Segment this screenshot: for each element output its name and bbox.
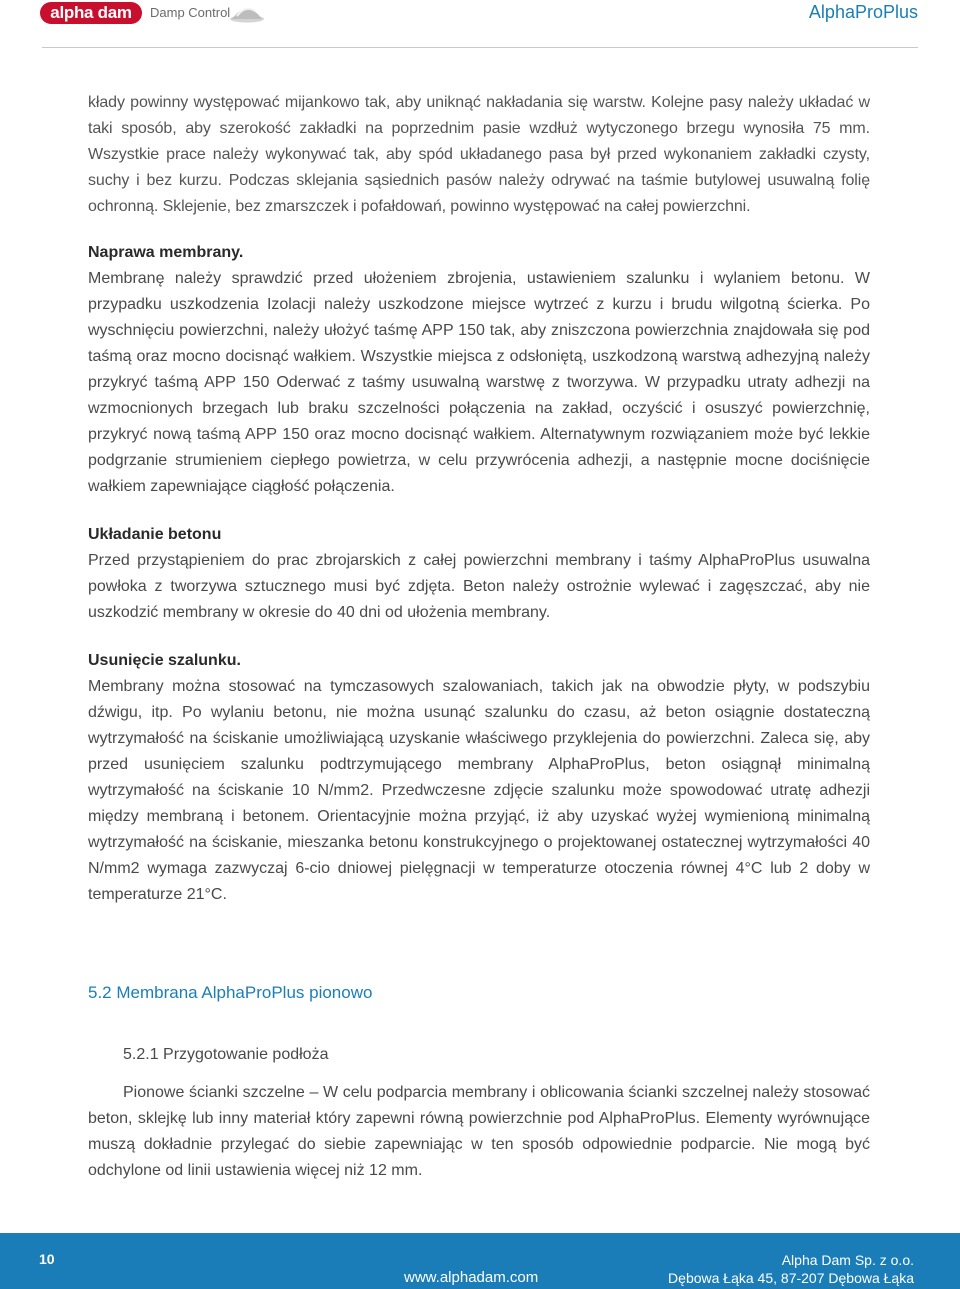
dome-icon — [229, 3, 265, 23]
subsection-paragraph: Pionowe ścianki szczelne – W celu podparcia membrany i oblicowania ścianki szczelnej należy stosować beton, sklejkę lub inny materiał który zapewni równą powierzchnie pod AlphaProPlus. Elementy wyrównujące muszą dokładnie przylegać do siebie zapewniając w ten sposób odpowiednie podparcie. Nie mogą być odchylone od linii ustawienia więcej niż 12 mm. — [88, 1084, 870, 1179]
formwork-heading: Usunięcie szalunku. — [88, 652, 241, 669]
page-content — [88, 90, 870, 1184]
subsection-title: 5.2.1 Przygotowanie podłoża — [123, 1046, 329, 1063]
website-link[interactable]: www.alphadam.com — [404, 1269, 539, 1286]
product-title: AlphaProPlus — [808, 2, 918, 22]
alpha-dam-logo: alpha dam — [40, 2, 142, 24]
concrete-paragraph: Przed przystąpieniem do prac zbrojarskich z całej powierzchni membrany i taśmy AlphaProPlus usuwalna powłoka z tworzywa sztucznego musi być zdjęta. Beton należy ostrożnie wylewać i zagęszczać, aby nie uszkodzić membrany w okresie do 40 dni od ułożenia membrany. — [88, 552, 870, 621]
page-number: 10 — [39, 1251, 55, 1267]
company-info — [668, 1251, 914, 1287]
company-name: Alpha Dam Sp. z o.o. — [781, 1252, 914, 1268]
header-divider — [42, 47, 918, 48]
intro-paragraph: kłady powinny występować mijankowo tak, aby uniknąć nakładania się warstw. Kolejne pasy należy układać w taki sposób, aby szerokość zakładki na poprzednim pasie wzdłuż wytyczonego brzegu wynosiła 75 mm. Wszystkie prace należy wykonywać tak, aby spód układanego pasa był przed wykonaniem zakładki czysty, suchy i bez kurzu. Podczas sklejania sąsiednich pasów należy odrywać na taśmie butylowej usuwalną folię ochronną. Sklejenie, bez zmarszczek i pofałdowań, powinno występować na całej powierzchni. — [88, 94, 870, 215]
formwork-paragraph: Membrany można stosować na tymczasowych szalowaniach, takich jak na obwodzie płyty, w podszybiu dźwigu, itp. Po wylaniu betonu, nie można usunąć szalunku do czasu, aż beton osiągnie dostateczną wytrzymałość na ściskanie umożliwiającą uzyskanie właściwego przyklejenia do powierzchni. Zaleca się, aby przed usunięciem szalunku podtrzymującego membrany AlphaProPlus, beton osiągnął minimalną wytrzymałość na ściskanie 10 N/mm2. Przedwczesne zdjęcie szalunku może spowodować utratę adhezji między membraną i betonem. Orientacyjnie można przyjąć, iż aby uzyskać wyżej wymienioną minimalną wytrzymałość na ściskanie, mieszanka betonu konstrukcyjnego o projektowanej ostatecznej wytrzymałości 40 N/mm2 wymaga zazwyczaj 6-cio dniowej pielęgnacji w temperaturze otoczenia równej 4°C lub 2 doby w temperaturze 21°C. — [88, 678, 870, 903]
page-footer — [0, 1233, 960, 1289]
page-header — [0, 0, 960, 48]
repair-paragraph: Membranę należy sprawdzić przed ułożeniem zbrojenia, ustawieniem szalunku i wylaniem betonu. W przypadku uszkodzenia Izolacji należy uszkodzone miejsce wytrzeć z kurzu i brudu wilgotną ścierka. Po wyschnięciu powierzchni, należy ułożyć taśmę APP 150 tak, aby zniszczona powierzchnia znajdowała się pod taśmą oraz mocno docisnąć wałkiem. Wszystkie miejsca z odsłoniętą, uszkodzoną warstwą adhezyjną należy przykryć taśmą APP 150 Oderwać z taśmy usuwalną warstwę z tworzywa. W przypadku utraty adhezji na wzmocnionych brzegach lub braku szczelności połączenia na zakład, oczyścić i osuszyć powierzchnię, przykryć nową taśmą APP 150 oraz mocno docisnąć wałkiem. Alternatywnym rozwiązaniem może być lekkie podgrzanie strumieniem ciepłego powietrza, w celu przywrócenia adhezji, a następnie mocne dociśnięcie wałkiem zapewniające ciągłość połączenia. — [88, 270, 870, 495]
concrete-heading: Układanie betonu — [88, 526, 222, 543]
logo-subtitle: Damp Control — [150, 5, 231, 20]
company-address: Dębowa Łąka 45, 87-207 Dębowa Łąka — [668, 1270, 914, 1286]
repair-heading: Naprawa membrany. — [88, 244, 244, 261]
section-title: 5.2 Membrana AlphaProPlus pionowo — [88, 983, 373, 1002]
